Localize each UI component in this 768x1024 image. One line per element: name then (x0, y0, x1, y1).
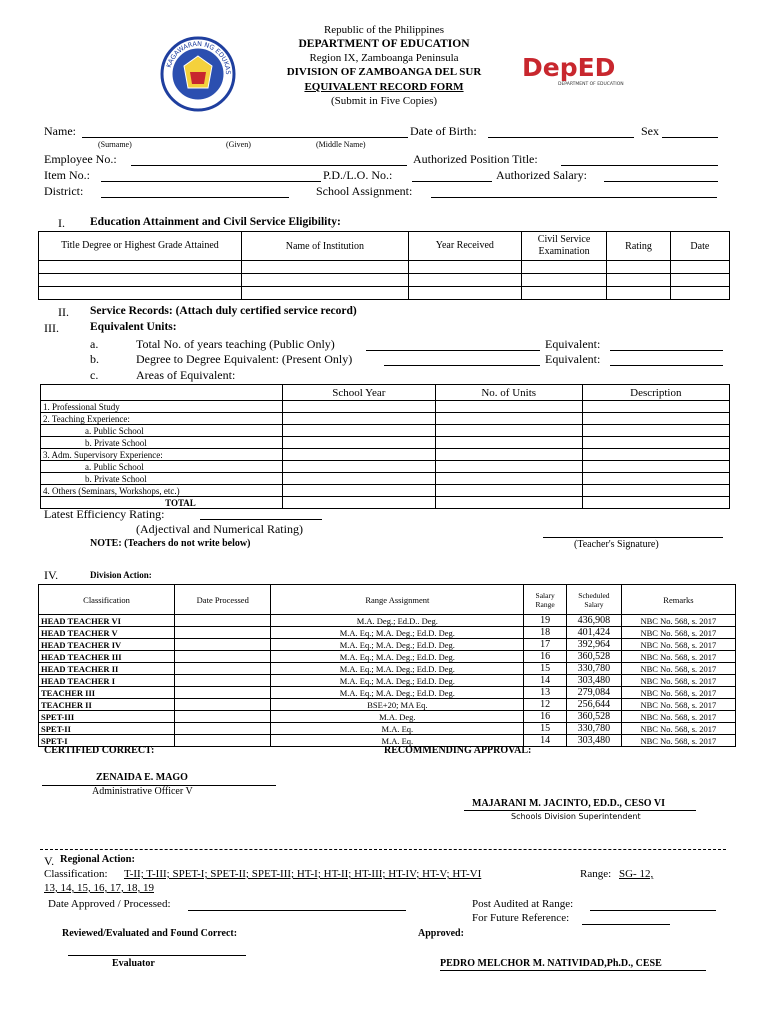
name-field[interactable] (82, 137, 408, 138)
scheduled-salary-cell: 303,480 (567, 735, 622, 747)
republic-line: Republic of the Philippines (323, 24, 445, 36)
school-assignment-field[interactable] (431, 197, 717, 198)
deped-logo-text: DepED (522, 53, 616, 82)
range-assignment-cell: M.A. Eq.; M.A. Deg.; Ed.D. Deg. (271, 663, 524, 675)
col-date: Date (670, 232, 729, 261)
table-row: 3. Adm. Supervisory Experience: (41, 449, 730, 461)
scheduled-salary-cell: 392,964 (567, 639, 622, 651)
date-processed-cell[interactable] (175, 663, 271, 675)
division-action-table (38, 584, 736, 747)
item-b-marker: b. (90, 352, 99, 366)
school-assignment-label: School Assignment: (316, 184, 413, 198)
remarks-cell: NBC No. 568, s. 2017 (621, 723, 735, 735)
date-processed-cell[interactable] (175, 711, 271, 723)
classification-label: Classification: (44, 868, 108, 880)
section2-title: Service Records: (Attach duly certified service record) (90, 305, 357, 317)
remarks-cell: NBC No. 568, s. 2017 (621, 711, 735, 723)
col-institution: Name of Institution (241, 232, 408, 261)
teacher-signature-line[interactable] (543, 537, 723, 538)
range-assignment-cell: M.A. Deg. (271, 711, 524, 723)
section4-title: Division Action: (90, 570, 152, 580)
table-row: 2. Teaching Experience: (41, 413, 730, 425)
scheduled-salary-cell: 360,528 (567, 651, 622, 663)
district-field[interactable] (101, 197, 289, 198)
range-value: SG- 12, (619, 868, 654, 880)
classification-cell: SPET-III (39, 711, 175, 723)
date-processed-cell[interactable] (175, 675, 271, 687)
classification-cell: TEACHER II (39, 699, 175, 711)
salary-range-cell: 14 (524, 675, 567, 687)
evaluator-signature-line[interactable] (68, 955, 246, 956)
table-row (39, 627, 736, 639)
degree-equivalent-field[interactable] (384, 365, 540, 366)
date-approved-field[interactable] (188, 910, 406, 911)
item-b-text: Degree to Degree Equivalent: (Present Only) (136, 352, 353, 366)
range-assignment-cell: M.A. Eq.; M.A. Deg.; Ed.D. Deg. (271, 675, 524, 687)
section3-title: Equivalent Units: (90, 321, 177, 333)
scheduled-salary-cell: 330,780 (567, 663, 622, 675)
salary-range-cell: 14 (524, 735, 567, 747)
evaluator-label: Evaluator (112, 958, 155, 969)
post-audited-field[interactable] (590, 910, 716, 911)
table-row (39, 699, 736, 711)
scheduled-salary-cell: 279,084 (567, 687, 622, 699)
range-assignment-cell: M.A. Eq.; M.A. Deg.; Ed.D. Deg. (271, 639, 524, 651)
post-audited-label: Post Audited at Range: (472, 898, 574, 910)
future-ref-label: For Future Reference: (472, 912, 570, 924)
copies-note: (Submit in Five Copies) (330, 95, 438, 107)
classification-cell: SPET-II (39, 723, 175, 735)
date-processed-cell[interactable] (175, 627, 271, 639)
col-civil-service: Civil Service Examination (521, 232, 607, 261)
salary-range-cell: 15 (524, 663, 567, 675)
remarks-cell: NBC No. 568, s. 2017 (621, 663, 735, 675)
date-processed-cell[interactable] (175, 735, 271, 747)
classification-cell: HEAD TEACHER I (39, 675, 175, 687)
seal-text: KAGAWARAN NG EDUKAS (164, 39, 233, 75)
date-processed-cell[interactable] (175, 687, 271, 699)
scheduled-salary-cell: 360,528 (567, 711, 622, 723)
table-row (39, 287, 730, 300)
auth-salary-label: Authorized Salary: (496, 168, 587, 182)
remarks-cell: NBC No. 568, s. 2017 (621, 675, 735, 687)
date-processed-cell[interactable] (175, 723, 271, 735)
section1-number: I. (58, 216, 65, 230)
equivalent-b-field[interactable] (610, 365, 723, 366)
table-row: b. Private School (41, 473, 730, 485)
item-a-marker: a. (90, 337, 99, 351)
range-assignment-cell: M.A. Eq.; M.A. Deg.; Ed.D. Deg. (271, 627, 524, 639)
efficiency-label: Latest Efficiency Rating: (44, 507, 165, 521)
date-processed-cell[interactable] (175, 615, 271, 627)
col-description: Description (582, 385, 729, 401)
table-row (39, 639, 736, 651)
range-assignment-cell: M.A. Eq. (271, 735, 524, 747)
classification-cell: HEAD TEACHER II (39, 663, 175, 675)
salary-range-cell: 12 (524, 699, 567, 711)
table-row: b. Private School (41, 437, 730, 449)
salary-range-cell: 16 (524, 711, 567, 723)
form-title: EQUIVALENT RECORD FORM (304, 81, 464, 93)
section1-title: Education Attainment and Civil Service Eligibility: (90, 216, 341, 228)
remarks-cell: NBC No. 568, s. 2017 (621, 639, 735, 651)
range-continuation: 13, 14, 15, 16, 17, 18, 19 (44, 882, 154, 894)
years-teaching-field[interactable] (366, 350, 540, 351)
section2-number: II. (58, 305, 69, 319)
classification-cell: HEAD TEACHER IV (39, 639, 175, 651)
date-processed-cell[interactable] (175, 699, 271, 711)
table-row (39, 675, 736, 687)
section5-title: Regional Action: (60, 854, 135, 865)
table-row (39, 711, 736, 723)
pd-lo-label: P.D./L.O. No.: (323, 168, 393, 182)
equivalent-b-label: Equivalent: (545, 352, 601, 366)
classification-cell: HEAD TEACHER III (39, 651, 175, 663)
auth-position-label: Authorized Position Title: (413, 152, 538, 166)
auth-salary-field[interactable] (604, 181, 718, 182)
classification-cell: HEAD TEACHER VI (39, 615, 175, 627)
teacher-signature-label: (Teacher's Signature) (574, 539, 659, 550)
table-row (39, 261, 730, 274)
employee-no-field[interactable] (131, 165, 407, 166)
sds-name: MAJARANI M. JACINTO, ED.D., CESO VI (472, 798, 665, 809)
table-row (39, 615, 736, 627)
deped-logo-subtext: DEPARTMENT OF EDUCATION (558, 82, 624, 87)
approved-label: Approved: (418, 928, 464, 939)
col-school-year: School Year (282, 385, 435, 401)
col-title-degree: Title Degree or Highest Grade Attained (39, 232, 242, 261)
rd-signature-line (440, 970, 706, 971)
table-row (39, 723, 736, 735)
remarks-cell: NBC No. 568, s. 2017 (621, 687, 735, 699)
range-label: Range: (580, 868, 612, 880)
region-line: Region IX, Zamboanga Peninsula (309, 52, 459, 64)
scheduled-salary-cell: 401,424 (567, 627, 622, 639)
employee-no-label: Employee No.: (44, 152, 117, 166)
adjectival-note: (Adjectival and Numerical Rating) (136, 522, 303, 536)
range-assignment-cell: M.A. Deg.; Ed.D.. Deg. (271, 615, 524, 627)
classification-cell: HEAD TEACHER V (39, 627, 175, 639)
officer-title: Administrative Officer V (92, 786, 193, 797)
certified-correct: CERTIFIED CORRECT: (44, 745, 155, 756)
section5-number: V. (44, 854, 55, 868)
equivalent-units-table (40, 384, 730, 509)
classification-cell: TEACHER III (39, 687, 175, 699)
scheduled-salary-cell: 303,480 (567, 675, 622, 687)
dob-label: Date of Birth: (410, 124, 477, 138)
salary-range-cell: 18 (524, 627, 567, 639)
table-row (39, 274, 730, 287)
remarks-cell: NBC No. 568, s. 2017 (621, 627, 735, 639)
deped-logo (520, 52, 630, 88)
efficiency-field[interactable] (200, 519, 322, 520)
dob-field[interactable] (488, 137, 634, 138)
item-no-field[interactable] (101, 181, 321, 182)
col-range-assignment: Range Assignment (271, 585, 524, 615)
remarks-cell: NBC No. 568, s. 2017 (621, 735, 735, 747)
salary-range-cell: 15 (524, 723, 567, 735)
date-processed-cell[interactable] (175, 651, 271, 663)
dashed-divider (40, 849, 726, 850)
range-assignment-cell: M.A. Eq.; M.A. Deg.; Ed.D. Deg. (271, 651, 524, 663)
sex-label: Sex (641, 124, 659, 138)
name-label: Name: (44, 124, 76, 138)
salary-range-cell: 16 (524, 651, 567, 663)
remarks-cell: NBC No. 568, s. 2017 (621, 699, 735, 711)
department-line: DEPARTMENT OF EDUCATION (298, 38, 470, 50)
future-ref-field[interactable] (582, 924, 670, 925)
scheduled-salary-cell: 330,780 (567, 723, 622, 735)
classification-cell: SPET-I (39, 735, 175, 747)
table-row (39, 663, 736, 675)
salary-range-cell: 19 (524, 615, 567, 627)
col-year-received: Year Received (408, 232, 521, 261)
classification-list: T-II; T-III; SPET-I; SPET-II; SPET-III; HT-I; HT-II; HT-III; HT-IV; HT-V; HT-VI (124, 868, 482, 880)
remarks-cell: NBC No. 568, s. 2017 (621, 651, 735, 663)
equivalent-a-field[interactable] (610, 350, 723, 351)
col-scheduled-salary: Scheduled Salary (567, 585, 622, 615)
table-row: a. Public School (41, 425, 730, 437)
range-assignment-cell: M.A. Eq.; M.A. Deg.; Ed.D. Deg. (271, 687, 524, 699)
given-hint: (Given) (226, 140, 251, 149)
recommending-approval: RECOMMENDING APPROVAL: (384, 745, 532, 756)
item-a-text: Total No. of years teaching (Public Only) (136, 337, 335, 351)
item-c-text: Areas of Equivalent: (136, 368, 236, 382)
middle-hint: (Middle Name) (316, 140, 366, 149)
salary-range-cell: 13 (524, 687, 567, 699)
rd-name: PEDRO MELCHOR M. NATIVIDAD,Ph.D., CESE (440, 958, 662, 969)
col-date-processed: Date Processed (175, 585, 271, 615)
item-c-marker: c. (90, 368, 99, 382)
col-no-units: No. of Units (435, 385, 582, 401)
equivalent-a-label: Equivalent: (545, 337, 601, 351)
scheduled-salary-cell: 256,644 (567, 699, 622, 711)
date-processed-cell[interactable] (175, 639, 271, 651)
note-text: NOTE: (Teachers do not write below) (90, 538, 251, 549)
deped-seal (160, 36, 236, 112)
remarks-cell: NBC No. 568, s. 2017 (621, 615, 735, 627)
table-row: 4. Others (Seminars, Workshops, etc.) (41, 485, 730, 497)
item-no-label: Item No.: (44, 168, 90, 182)
education-table (38, 231, 730, 300)
table-row (39, 687, 736, 699)
district-label: District: (44, 184, 84, 198)
date-approved-label: Date Approved / Processed: (48, 898, 171, 910)
col-salary-range: Salary Range (524, 585, 567, 615)
surname-hint: (Surname) (98, 140, 132, 149)
range-assignment-cell: BSE+20; MA Eq. (271, 699, 524, 711)
col-rating: Rating (607, 232, 670, 261)
section3-number: III. (44, 321, 59, 335)
reviewed-label: Reviewed/Evaluated and Found Correct: (62, 928, 238, 939)
officer-name: ZENAIDA E. MAGO (96, 772, 188, 783)
total-row: TOTAL (41, 497, 730, 509)
pd-lo-field[interactable] (412, 181, 492, 182)
col-remarks: Remarks (621, 585, 735, 615)
col-classification: Classification (39, 585, 175, 615)
table-row (39, 651, 736, 663)
section4-number: IV. (44, 568, 59, 582)
sex-field[interactable] (662, 137, 718, 138)
table-row: 1. Professional Study (41, 401, 730, 413)
auth-position-field[interactable] (561, 165, 718, 166)
scheduled-salary-cell: 436,908 (567, 615, 622, 627)
range-assignment-cell: M.A. Eq. (271, 723, 524, 735)
division-line: DIVISION OF ZAMBOANGA DEL SUR (286, 66, 482, 78)
sds-signature-line (464, 810, 696, 811)
sds-title: Schools Division Superintendent (511, 812, 641, 821)
table-row: a. Public School (41, 461, 730, 473)
salary-range-cell: 17 (524, 639, 567, 651)
